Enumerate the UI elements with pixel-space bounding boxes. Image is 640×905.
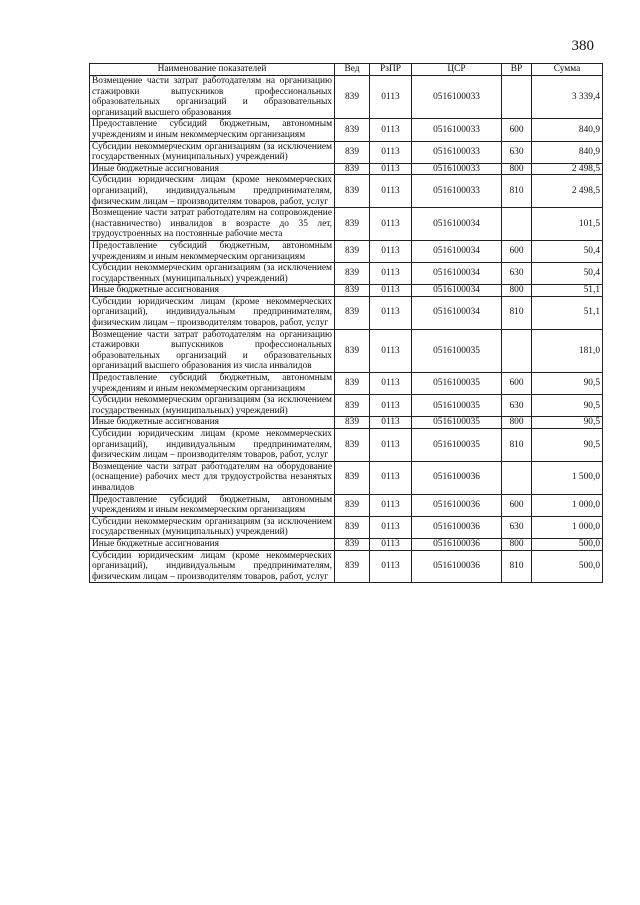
row-name: Возмещение части затрат работодателям на организацию стажировки выпускников профессиональных образовательных организаций и образовательных организаций высшего образования из числа инвалидов [90, 329, 335, 372]
table-row [90, 175, 603, 208]
row-sum: 90,5 [532, 429, 603, 462]
row-ved: 839 [335, 550, 370, 583]
row-ved: 839 [335, 263, 370, 285]
row-ved: 839 [335, 163, 370, 175]
row-rzpr: 0113 [370, 329, 412, 372]
row-name: Возмещение части затрат работодателям на оборудование (оснащение) рабочих мест для трудоустройства незанятых инвалидов [90, 461, 335, 494]
row-ved: 839 [335, 329, 370, 372]
table-body [90, 76, 603, 583]
row-sum: 90,5 [532, 417, 603, 429]
row-rzpr: 0113 [370, 240, 412, 262]
table-row [90, 395, 603, 417]
table-row [90, 296, 603, 329]
table-row [90, 329, 603, 372]
row-vr [502, 461, 532, 494]
row-csr: 0516100033 [412, 76, 502, 119]
row-sum: 101,5 [532, 208, 603, 241]
row-name: Возмещение части затрат работодателям на организацию стажировки выпускников профессиональных образовательных организаций и образовательных организаций высшего образования [90, 76, 335, 119]
row-sum: 500,0 [532, 538, 603, 550]
column-header-sum: Сумма [532, 64, 603, 76]
row-rzpr: 0113 [370, 141, 412, 163]
table-row [90, 550, 603, 583]
row-vr [502, 76, 532, 119]
row-ved: 839 [335, 240, 370, 262]
row-csr: 0516100035 [412, 395, 502, 417]
row-sum: 1 000,0 [532, 494, 603, 516]
row-name: Предоставление субсидий бюджетным, автономным учреждениям и иным некоммерческим организациям [90, 373, 335, 395]
row-sum: 500,0 [532, 550, 603, 583]
row-name: Иные бюджетные ассигнования [90, 163, 335, 175]
column-header-name: Наименование показателей [90, 64, 335, 76]
row-ved: 839 [335, 373, 370, 395]
row-vr: 800 [502, 285, 532, 297]
row-name: Субсидии некоммерческим организациям (за исключением государственных (муниципальных) учреждений) [90, 395, 335, 417]
row-rzpr: 0113 [370, 417, 412, 429]
row-vr: 630 [502, 395, 532, 417]
row-sum: 50,4 [532, 263, 603, 285]
row-csr: 0516100036 [412, 516, 502, 538]
table-row [90, 263, 603, 285]
row-name: Иные бюджетные ассигнования [90, 285, 335, 297]
row-csr: 0516100036 [412, 538, 502, 550]
row-sum: 840,9 [532, 141, 603, 163]
row-name: Иные бюджетные ассигнования [90, 417, 335, 429]
row-csr: 0516100035 [412, 429, 502, 462]
row-vr: 600 [502, 119, 532, 141]
row-vr [502, 329, 532, 372]
row-sum: 3 339,4 [532, 76, 603, 119]
row-rzpr: 0113 [370, 119, 412, 141]
row-ved: 839 [335, 429, 370, 462]
row-ved: 839 [335, 516, 370, 538]
row-vr: 800 [502, 163, 532, 175]
row-rzpr: 0113 [370, 538, 412, 550]
table-row [90, 461, 603, 494]
table-row [90, 163, 603, 175]
table-row [90, 208, 603, 241]
row-rzpr: 0113 [370, 461, 412, 494]
budget-table [89, 63, 603, 583]
row-csr: 0516100035 [412, 417, 502, 429]
page-number: 380 [571, 38, 594, 54]
row-name: Субсидии юридическим лицам (кроме некоммерческих организаций), индивидуальным предпринимателям, физическим лицам – производителям товаров, работ, услуг [90, 175, 335, 208]
column-header-ved: Вед [335, 64, 370, 76]
row-ved: 839 [335, 461, 370, 494]
row-name: Возмещение части затрат работодателям на сопровождение (наставничество) инвалидов в возрасте до 35 лет, трудоустроенных на постоянные рабочие места [90, 208, 335, 241]
table-row [90, 516, 603, 538]
row-vr: 600 [502, 494, 532, 516]
row-csr: 0516100036 [412, 494, 502, 516]
table-row [90, 417, 603, 429]
row-name: Субсидии некоммерческим организациям (за исключением государственных (муниципальных) учреждений) [90, 263, 335, 285]
row-sum: 181,0 [532, 329, 603, 372]
row-name: Предоставление субсидий бюджетным, автономным учреждениям и иным некоммерческим организациям [90, 494, 335, 516]
row-vr: 630 [502, 516, 532, 538]
row-name: Иные бюджетные ассигнования [90, 538, 335, 550]
row-vr: 630 [502, 263, 532, 285]
row-csr: 0516100033 [412, 141, 502, 163]
row-sum: 90,5 [532, 395, 603, 417]
row-csr: 0516100034 [412, 285, 502, 297]
row-csr: 0516100036 [412, 550, 502, 583]
row-vr [502, 208, 532, 241]
row-name: Субсидии юридическим лицам (кроме некоммерческих организаций), индивидуальным предпринимателям, физическим лицам – производителям товаров, работ, услуг [90, 550, 335, 583]
row-ved: 839 [335, 494, 370, 516]
table-row [90, 373, 603, 395]
row-sum: 2 498,5 [532, 163, 603, 175]
row-ved: 839 [335, 141, 370, 163]
row-rzpr: 0113 [370, 285, 412, 297]
row-name: Предоставление субсидий бюджетным, автономным учреждениям и иным некоммерческим организациям [90, 119, 335, 141]
column-header-csr: ЦСР [412, 64, 502, 76]
row-csr: 0516100035 [412, 373, 502, 395]
row-rzpr: 0113 [370, 494, 412, 516]
row-sum: 840,9 [532, 119, 603, 141]
row-csr: 0516100033 [412, 175, 502, 208]
row-vr: 810 [502, 296, 532, 329]
row-name: Субсидии юридическим лицам (кроме некоммерческих организаций), индивидуальным предпринимателям, физическим лицам – производителям товаров, работ, услуг [90, 429, 335, 462]
row-rzpr: 0113 [370, 208, 412, 241]
row-rzpr: 0113 [370, 516, 412, 538]
row-csr: 0516100034 [412, 240, 502, 262]
row-ved: 839 [335, 175, 370, 208]
row-name: Субсидии некоммерческим организациям (за исключением государственных (муниципальных) учреждений) [90, 516, 335, 538]
row-csr: 0516100035 [412, 329, 502, 372]
row-sum: 51,1 [532, 285, 603, 297]
row-rzpr: 0113 [370, 429, 412, 462]
column-header-vr: ВР [502, 64, 532, 76]
row-vr: 800 [502, 538, 532, 550]
table-row [90, 494, 603, 516]
table-row [90, 285, 603, 297]
table-row [90, 119, 603, 141]
table-row [90, 76, 603, 119]
row-sum: 90,5 [532, 373, 603, 395]
row-csr: 0516100034 [412, 208, 502, 241]
row-rzpr: 0113 [370, 263, 412, 285]
row-sum: 2 498,5 [532, 175, 603, 208]
row-rzpr: 0113 [370, 395, 412, 417]
row-rzpr: 0113 [370, 296, 412, 329]
row-csr: 0516100034 [412, 263, 502, 285]
row-sum: 1 500,0 [532, 461, 603, 494]
row-vr: 810 [502, 175, 532, 208]
row-vr: 600 [502, 373, 532, 395]
row-vr: 810 [502, 429, 532, 462]
row-csr: 0516100036 [412, 461, 502, 494]
table-row [90, 240, 603, 262]
row-name: Предоставление субсидий бюджетным, автономным учреждениям и иным некоммерческим организациям [90, 240, 335, 262]
table-header [90, 64, 603, 76]
row-csr: 0516100033 [412, 163, 502, 175]
table-row [90, 429, 603, 462]
row-csr: 0516100033 [412, 119, 502, 141]
row-ved: 839 [335, 417, 370, 429]
row-vr: 630 [502, 141, 532, 163]
table-row [90, 141, 603, 163]
row-ved: 839 [335, 76, 370, 119]
row-name: Субсидии юридическим лицам (кроме некоммерческих организаций), индивидуальным предпринимателям, физическим лицам – производителям товаров, работ, услуг [90, 296, 335, 329]
header-row [90, 64, 603, 76]
row-sum: 1 000,0 [532, 516, 603, 538]
row-rzpr: 0113 [370, 163, 412, 175]
row-ved: 839 [335, 395, 370, 417]
row-vr: 810 [502, 550, 532, 583]
row-rzpr: 0113 [370, 175, 412, 208]
row-name: Субсидии некоммерческим организациям (за исключением государственных (муниципальных) учреждений) [90, 141, 335, 163]
row-ved: 839 [335, 119, 370, 141]
row-vr: 600 [502, 240, 532, 262]
table-row [90, 538, 603, 550]
row-ved: 839 [335, 208, 370, 241]
column-header-rzpr: РзПР [370, 64, 412, 76]
row-sum: 51,1 [532, 296, 603, 329]
row-rzpr: 0113 [370, 76, 412, 119]
row-csr: 0516100034 [412, 296, 502, 329]
row-vr: 800 [502, 417, 532, 429]
row-ved: 839 [335, 296, 370, 329]
row-rzpr: 0113 [370, 550, 412, 583]
row-ved: 839 [335, 538, 370, 550]
row-sum: 50,4 [532, 240, 603, 262]
row-rzpr: 0113 [370, 373, 412, 395]
row-ved: 839 [335, 285, 370, 297]
